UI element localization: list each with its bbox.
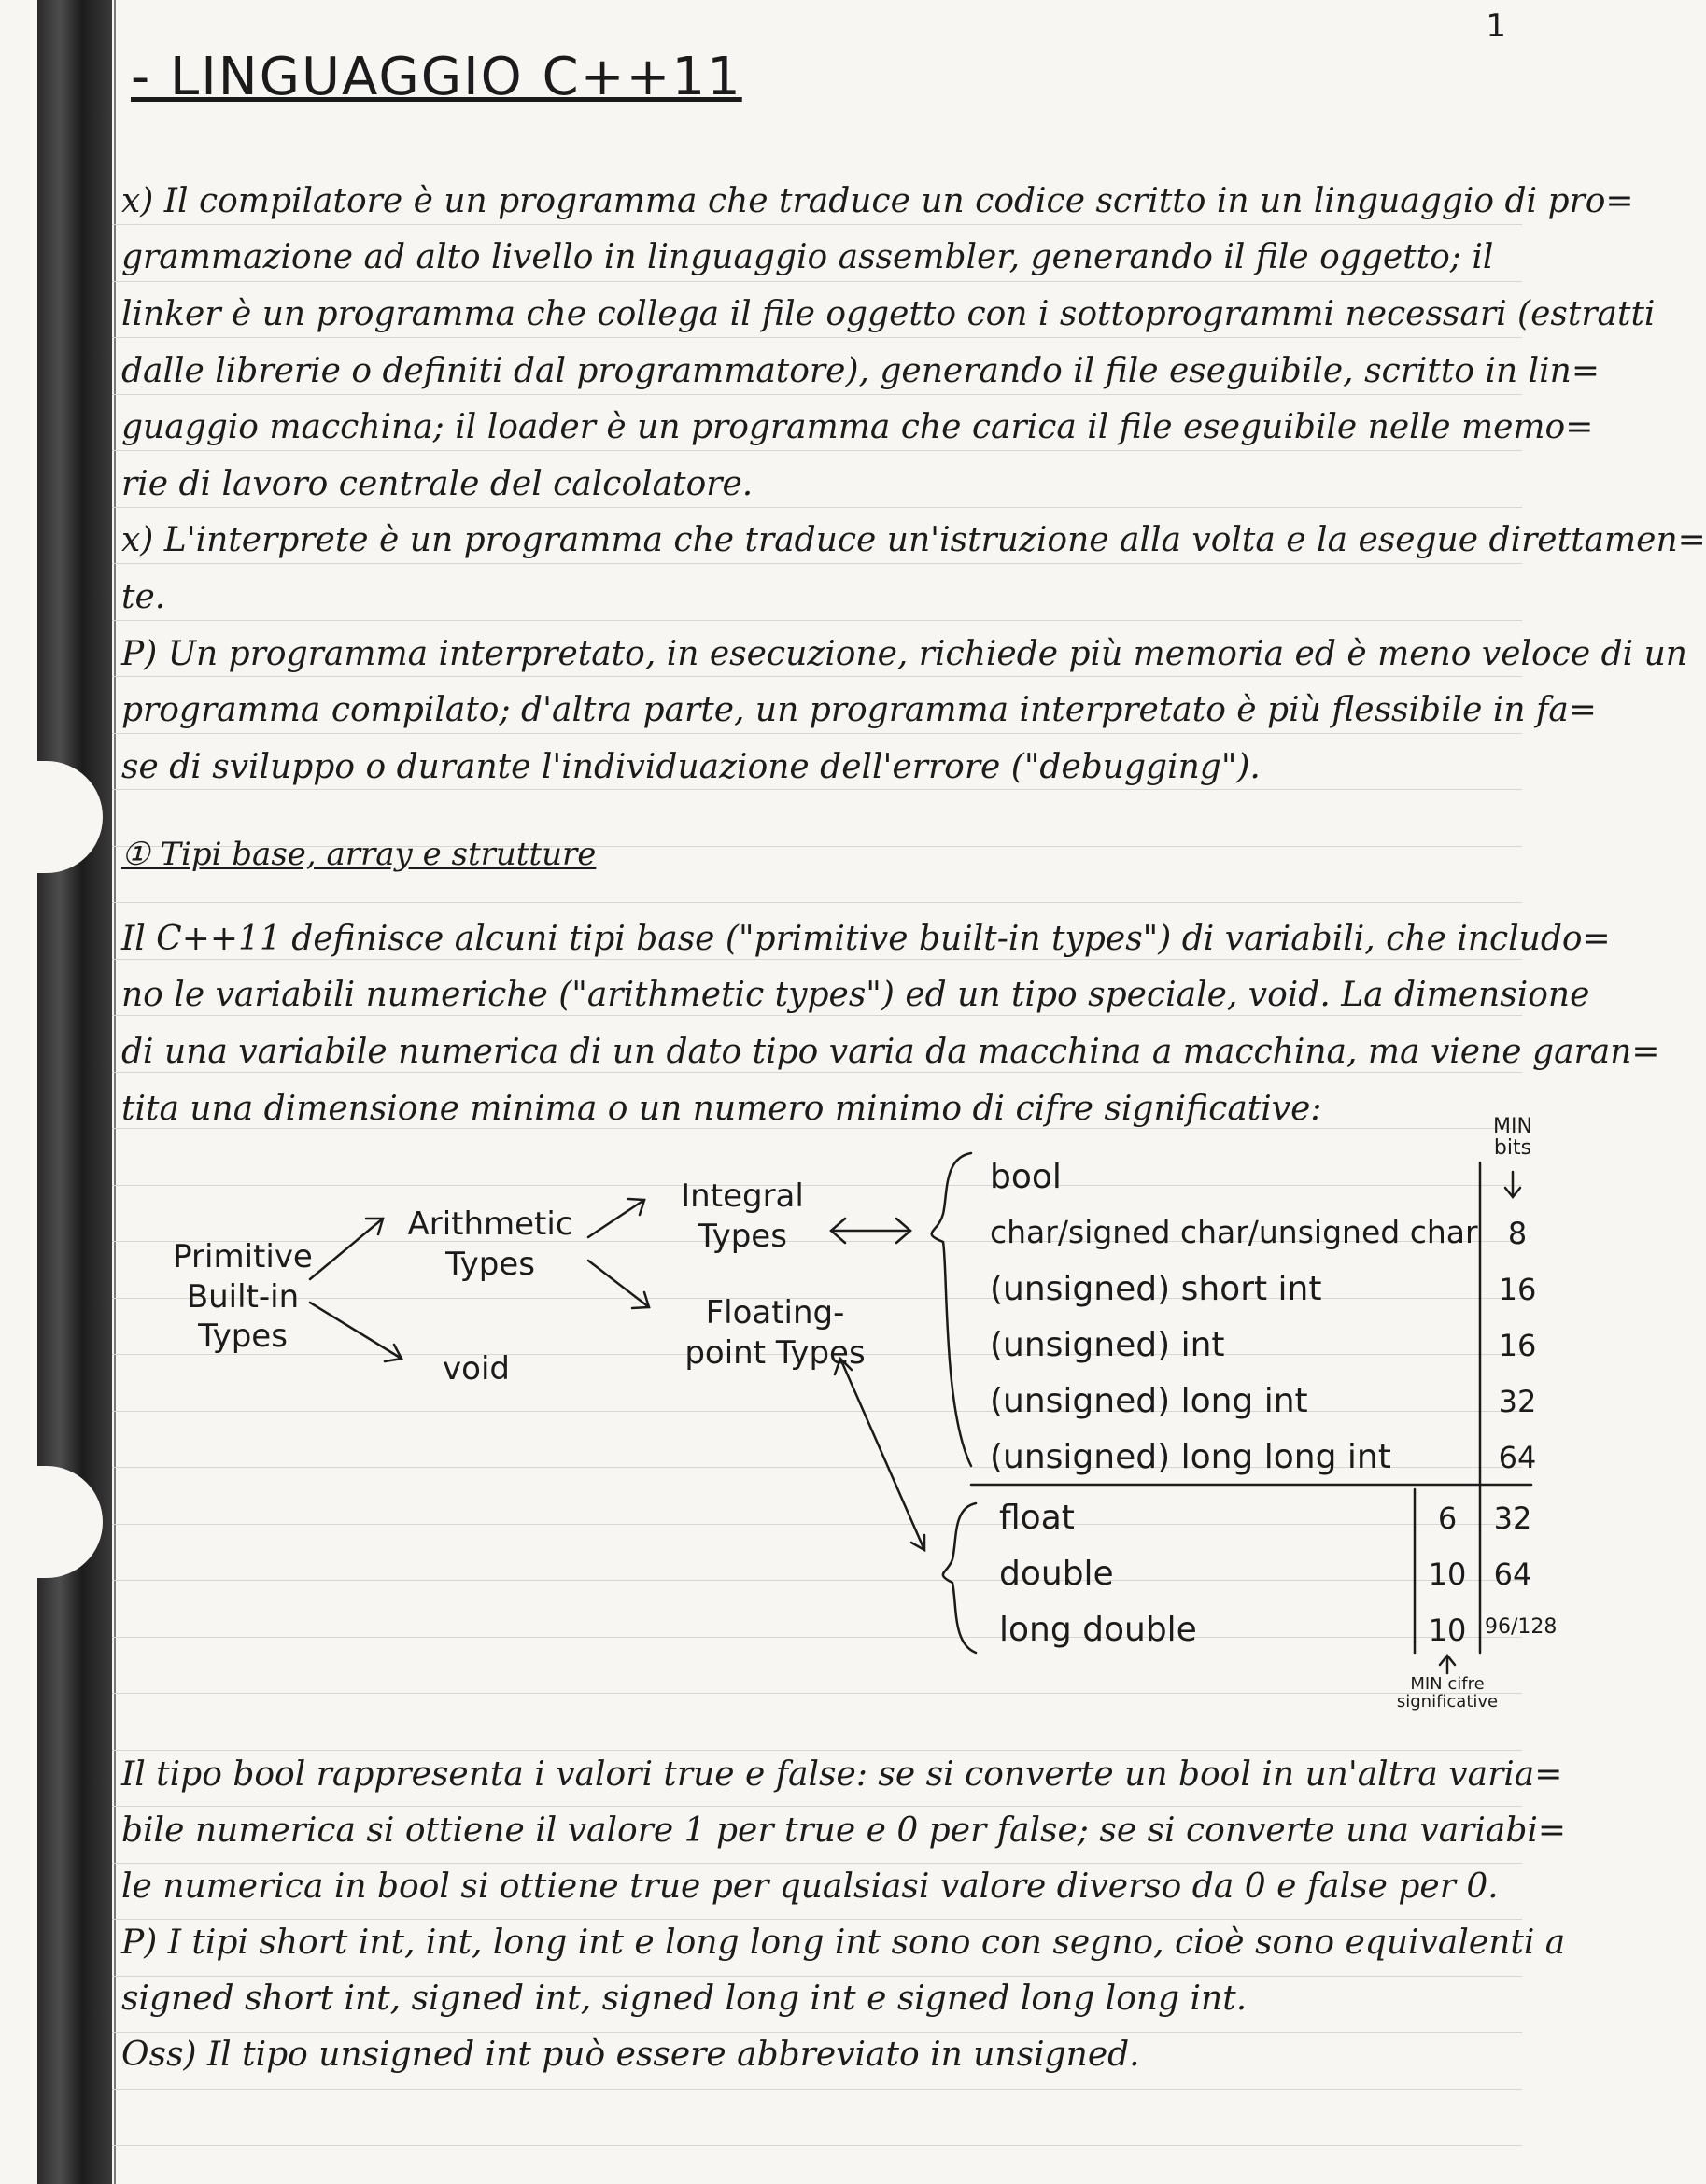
integral-type: (unsigned) long long int [990,1438,1391,1476]
intro-line: dalle librerie o definiti dal programmatore), generando il file eseguibile, scritto in lin= [121,352,1600,390]
integral-bits: 64 [1498,1440,1537,1475]
page-number: 1 [1486,7,1506,45]
floating-bits: 32 [1493,1501,1532,1536]
section-line: tita una dimensione minima o un numero minimo di cifre significative: [121,1090,1322,1128]
intro-line: grammazione ad alto livello in linguaggio assembler, generando il file oggetto; il [121,238,1494,276]
intro-line: x) Il compilatore è un programma che traduce un codice scritto in un linguaggio di pro= [121,182,1634,220]
section-line: Il C++11 definisce alcuni tipi base ("primitive built-in types") di variabili, che includo= [121,920,1611,958]
floating-bits: 64 [1493,1557,1532,1592]
integral-type: bool [990,1158,1062,1196]
arrow-arithmetic-floating [588,1261,649,1307]
integral-type: (unsigned) long int [990,1382,1308,1420]
bottom-line: le numerica in bool si ottiene true per qualsiasi valore diverso da 0 e false per 0. [121,1867,1499,1906]
intro-line: te. [121,578,166,616]
bottom-line: signed short int, signed int, signed long int e signed long long int. [121,1980,1248,2018]
arrow-floating-bracket [840,1359,924,1550]
node-void: void [443,1350,510,1388]
min-bits-header: MIN bits [1493,1115,1532,1161]
integral-type: char/signed char/unsigned char [990,1214,1478,1250]
intro-line: x) L'interprete è un programma che traduce un'istruzione alla volta e la esegue direttamen= [121,521,1706,559]
page-title: - LINGUAGGIO C++11 [131,47,742,107]
section-line: no le variabili numeriche ("arithmetic types") ed un tipo speciale, void. La dimensione [121,976,1590,1014]
integral-bits: 8 [1507,1216,1528,1251]
integral-type: (unsigned) short int [990,1270,1322,1308]
bottom-line: Il tipo bool rappresenta i valori true e false: se si converte un bool in un'altra varia= [121,1755,1563,1794]
bottom-line: Oss) Il tipo unsigned int può essere abbreviato in unsigned. [121,2036,1140,2074]
floating-type: long double [999,1611,1197,1649]
bottom-line: P) I tipi short int, int, long int e long long int sono con segno, cioè sono equivalenti a [121,1923,1566,1962]
section-line: di una variabile numerica di un dato tipo varia da macchina a macchina, ma viene garan= [121,1033,1660,1071]
floating-type: float [999,1499,1075,1537]
section-heading: ① Tipi base, array e strutture [121,836,597,873]
arrow-arithmetic-integral [588,1200,644,1237]
intro-line: guaggio macchina; il loader è un programma che carica il file eseguibile nelle memo= [121,408,1594,446]
floating-type: double [999,1555,1114,1593]
integral-brace [932,1153,971,1466]
intro-line: linker è un programma che collega il file oggetto con i sottoprogrammi necessari (estratti [121,295,1656,333]
intro-line: rie di lavoro centrale del calcolatore. [121,465,754,503]
floating-bits: 96/128 [1485,1615,1558,1639]
integral-bits: 16 [1498,1328,1537,1363]
node-primitive: Primitive Built-in Types [173,1238,313,1355]
floating-digits: 6 [1437,1501,1458,1536]
floating-brace [943,1503,976,1653]
floating-digits: 10 [1428,1557,1467,1592]
intro-line: P) Un programma interpretato, in esecuzione, richiede più memoria ed è meno veloce di un [121,635,1687,673]
intro-line: se di sviluppo o durante l'individuazione dell'errore ("debugging"). [121,748,1261,786]
node-arithmetic: Arithmetic Types [407,1205,573,1283]
intro-line: programma compilato; d'altra parte, un programma interpretato è più flessibile in fa= [121,691,1597,729]
floating-digits: 10 [1428,1613,1467,1648]
integral-type: (unsigned) int [990,1326,1225,1364]
bottom-line: bile numerica si ottiene il valore 1 per true e 0 per false; se si converte una variabi= [121,1811,1567,1850]
integral-bits: 16 [1498,1272,1537,1307]
node-integral: Integral Types [681,1177,804,1255]
min-digits-header: MIN cifre significative [1396,1674,1499,1712]
integral-bits: 32 [1498,1384,1537,1419]
node-floating: Floating-point Types [684,1294,866,1372]
